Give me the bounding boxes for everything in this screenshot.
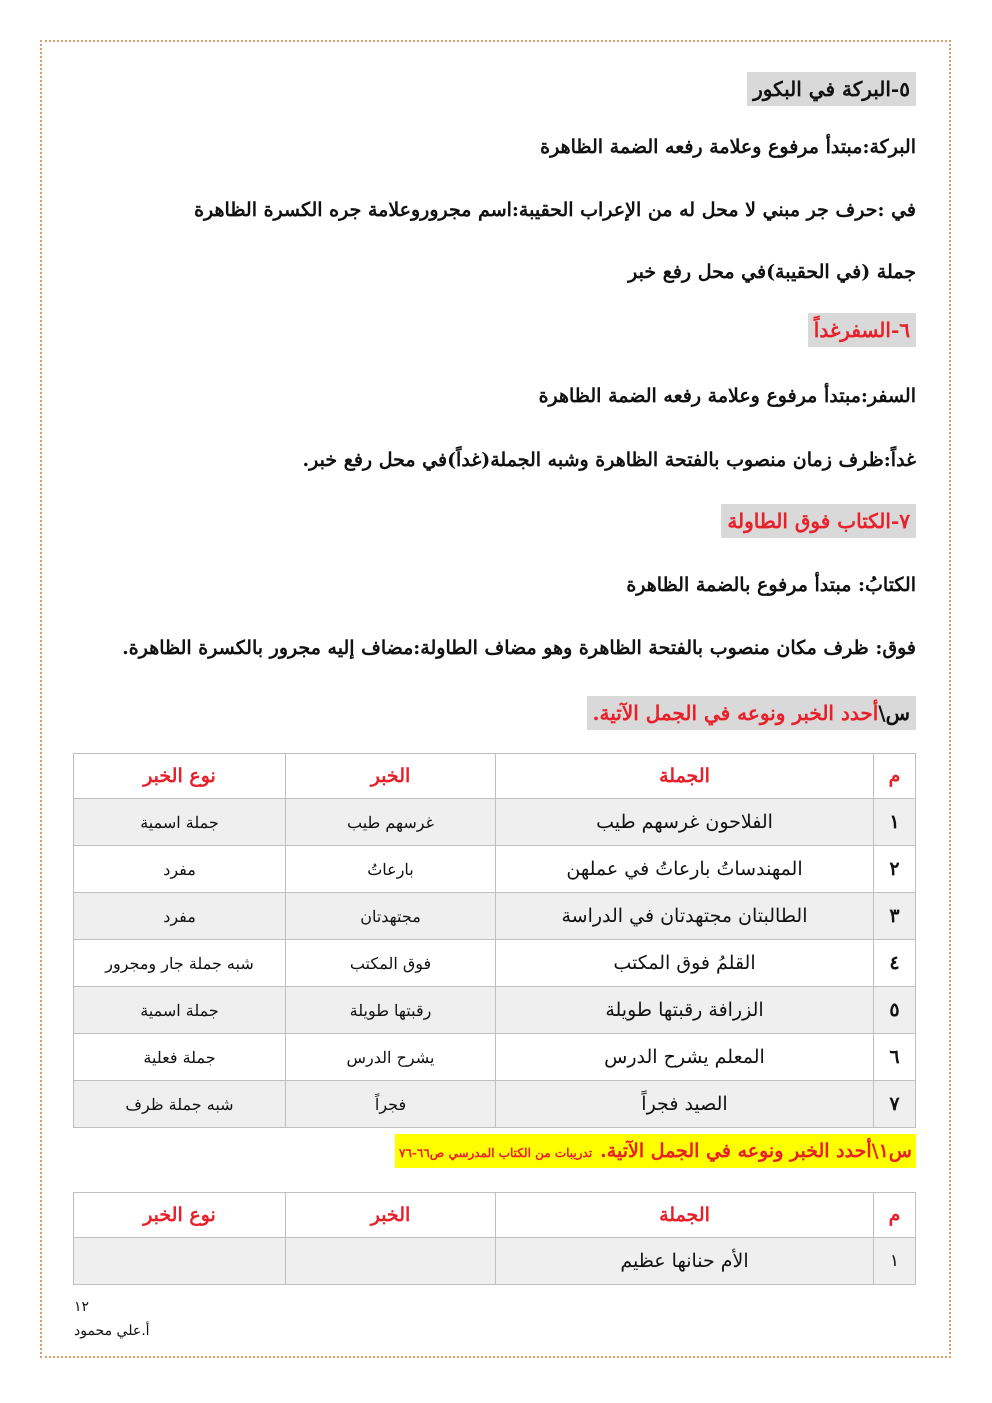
row-type: جملة اسمية [74, 987, 286, 1034]
row-num: ١ [874, 799, 916, 846]
header-sentence: الجملة [496, 754, 874, 799]
row-predicate: فوق المكتب [286, 940, 496, 987]
question-2-note: تدريبات من الكتاب المدرسي ص٦٦-٧٦ [399, 1146, 593, 1160]
table-row [74, 940, 916, 987]
row-sentence: المعلم يشرح الدرس [496, 1034, 874, 1081]
row-num: ٧ [874, 1081, 916, 1128]
text-line-4: السفر:مبتدأ مرفوع وعلامة رفعه الضمة الظاهرة [538, 385, 916, 407]
table-header-row [74, 1193, 916, 1238]
text-line-7: فوق: ظرف مكان منصوب بالفتحة الظاهرة وهو مضاف الطاولة:مضاف إليه مجرور بالكسرة الظاهرة. [122, 637, 916, 659]
row-type [74, 1238, 286, 1285]
row-predicate [286, 1238, 496, 1285]
table-row [74, 1238, 916, 1285]
row-predicate: يشرح الدرس [286, 1034, 496, 1081]
heading-6: ٦-السفرغداً [808, 313, 916, 347]
row-type: مفرد [74, 893, 286, 940]
heading-5: ٥-البركة في البكور [747, 72, 916, 106]
text-line-6: الكتابُ: مبتدأ مرفوع بالضمة الظاهرة [626, 574, 916, 596]
table-row [74, 987, 916, 1034]
text-line-5: غداً:ظرف زمان منصوب بالفتحة الظاهرة وشبه الجملة(غداً)في محل رفع خبر. [302, 449, 916, 471]
table-row [74, 1034, 916, 1081]
row-type: جملة اسمية [74, 799, 286, 846]
header-predicate: الخبر [286, 754, 496, 799]
text-line-3: جملة (في الحقيبة)في محل رفع خبر [628, 261, 916, 283]
row-sentence: الصيد فجراً [496, 1081, 874, 1128]
header-num: م [874, 1193, 916, 1238]
heading-7: ٧-الكتاب فوق الطاولة [721, 504, 916, 538]
text-line-1: البركة:مبتدأ مرفوع وعلامة رفعه الضمة الظاهرة [540, 136, 916, 158]
row-type: مفرد [74, 846, 286, 893]
question-1-heading [587, 696, 916, 730]
row-sentence: القلمُ فوق المكتب [496, 940, 874, 987]
question-1-text: أحدد الخبر ونوعه في الجمل الآتية. [592, 701, 879, 725]
row-num: ٣ [874, 893, 916, 940]
author-name: أ.علي محمود [74, 1323, 150, 1339]
row-predicate: فجراً [286, 1081, 496, 1128]
header-type: نوع الخبر [74, 1193, 286, 1238]
row-predicate: بارعاتُ [286, 846, 496, 893]
row-sentence: الأم حنانها عظيم [496, 1238, 874, 1285]
row-predicate: غرسهم طيب [286, 799, 496, 846]
predicate-table-2 [73, 1192, 916, 1285]
question-2-heading [395, 1134, 916, 1168]
row-type: شبه جملة جار ومجرور [74, 940, 286, 987]
table-header-row [74, 754, 916, 799]
row-predicate: رقبتها طويلة [286, 987, 496, 1034]
question-1-prefix: س\ [878, 701, 910, 725]
header-sentence: الجملة [496, 1193, 874, 1238]
row-predicate: مجتهدتان [286, 893, 496, 940]
table-row [74, 799, 916, 846]
row-type: جملة فعلية [74, 1034, 286, 1081]
row-num: ١ [874, 1238, 916, 1285]
row-type: شبه جملة ظرف [74, 1081, 286, 1128]
row-sentence: الزرافة رقبتها طويلة [496, 987, 874, 1034]
header-num: م [874, 754, 916, 799]
row-num: ٢ [874, 846, 916, 893]
question-2-prefix: س١\ [871, 1140, 912, 1162]
header-predicate: الخبر [286, 1193, 496, 1238]
predicate-table-1 [73, 753, 916, 1128]
row-sentence: المهندساتُ بارعاتُ في عملهن [496, 846, 874, 893]
row-num: ٥ [874, 987, 916, 1034]
header-type: نوع الخبر [74, 754, 286, 799]
page-content [74, 0, 916, 1403]
table-row [74, 846, 916, 893]
row-num: ٤ [874, 940, 916, 987]
row-sentence: الطالبتان مجتهدتان في الدراسة [496, 893, 874, 940]
table-row [74, 893, 916, 940]
row-sentence: الفلاحون غرسهم طيب [496, 799, 874, 846]
table-row [74, 1081, 916, 1128]
page-number: ١٢ [74, 1299, 90, 1315]
text-line-2: في :حرف جر مبني لا محل له من الإعراب الحقيبة:اسم مجروروعلامة جره الكسرة الظاهرة [194, 199, 916, 221]
row-num: ٦ [874, 1034, 916, 1081]
question-2-text: أحدد الخبر ونوعه في الجمل الآتية. [600, 1140, 872, 1162]
